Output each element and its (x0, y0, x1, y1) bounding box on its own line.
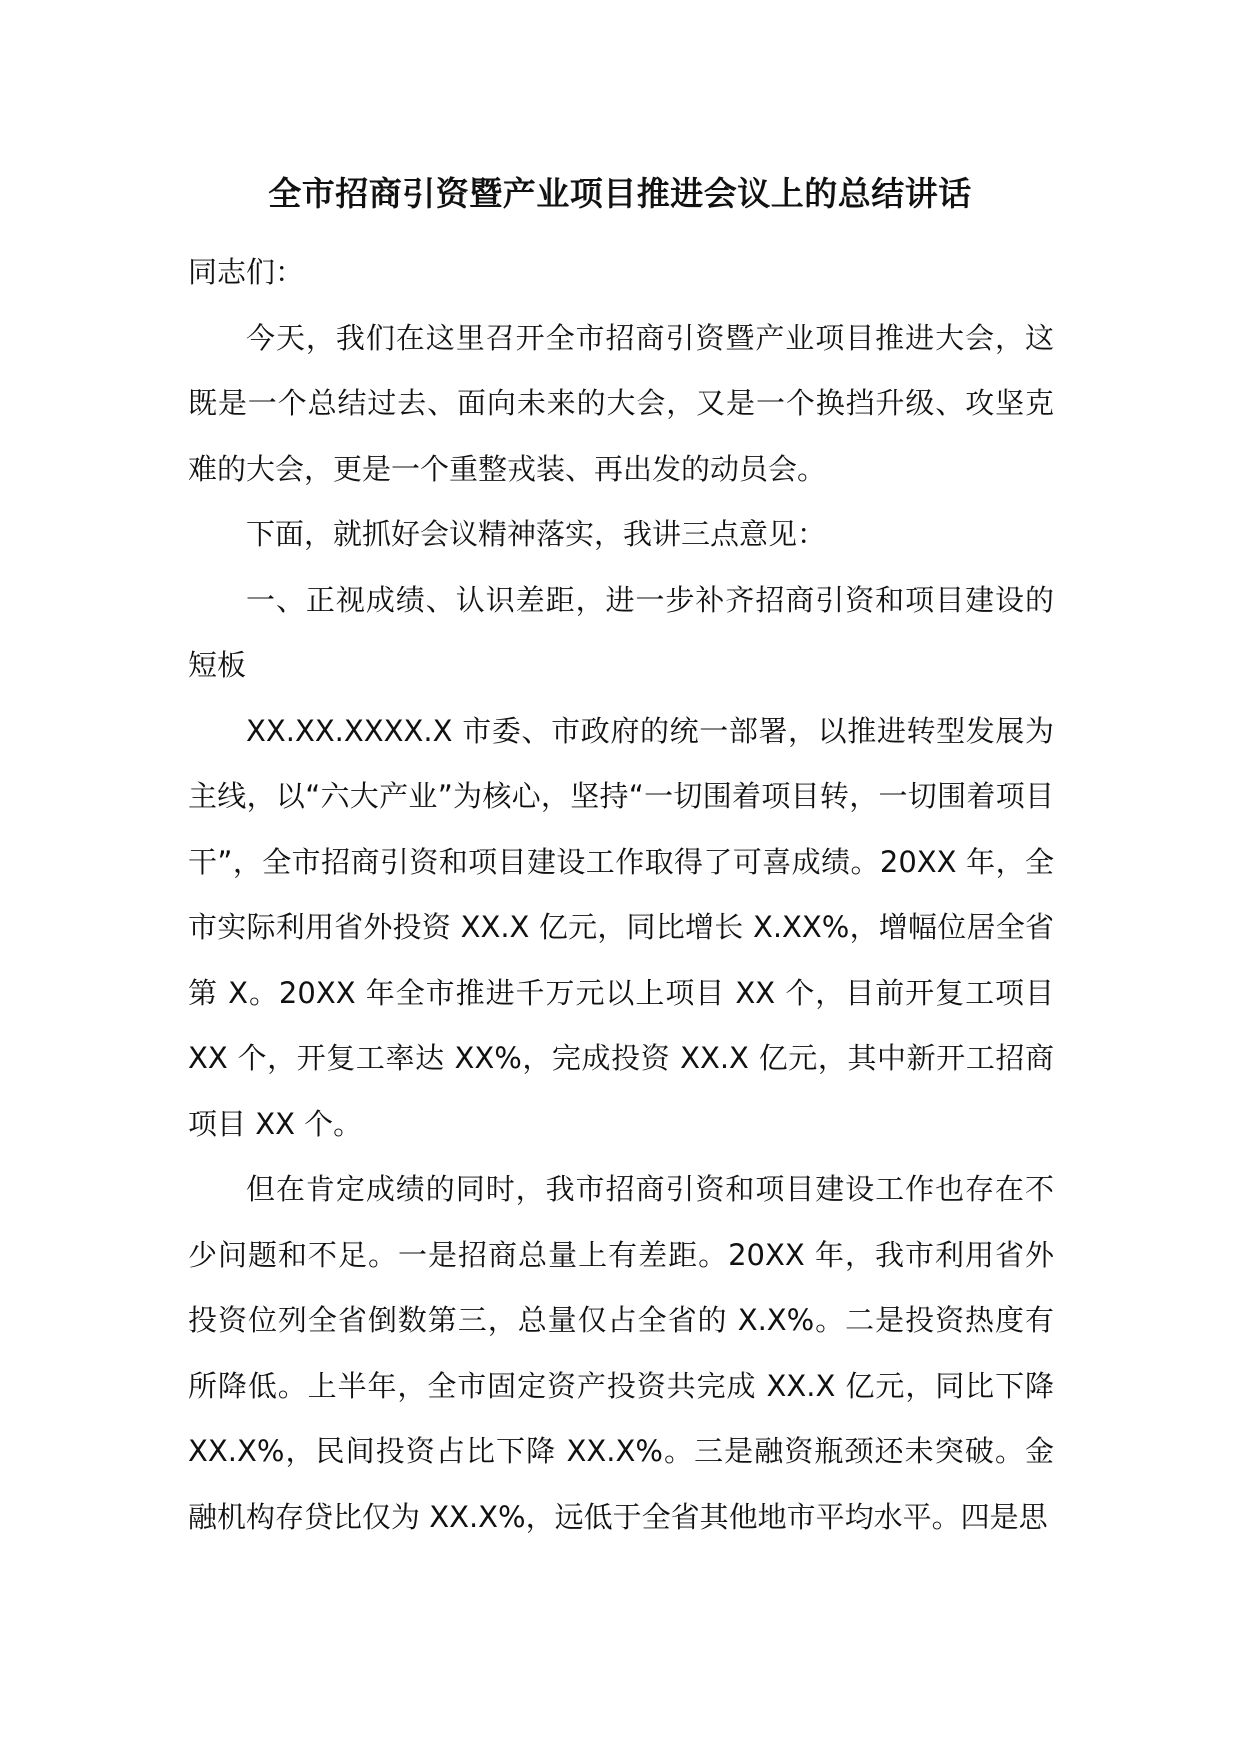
document-title: 全市招商引资暨产业项目推进会议上的总结讲话 (268, 174, 972, 213)
paragraph-intro-points: 下面，就抓好会议精神落实，我讲三点意见： (246, 517, 827, 551)
paragraph-achievements: XX.XX.XXXX.X 市委、市政府的统一部署，以推进转型发展为主线，以“六大产业”为核心，坚持“一切围着项目转，一切围着项目干”，全市招商引资和项目建设工作取得了可喜成绩。20XX 年，全市实际利用省外投资 XX.X 亿元，同比增长 X.XX%，增幅位居全省第 X。20XX 年全市推进千万元以上项目 XX 个，目前开复工项目 XX 个，开复工率达 XX%，完成投资 XX.X 亿元，其中新开工招商项目 XX 个。 (188, 713, 1054, 1141)
greeting-line: 同志们： (188, 255, 305, 289)
section-heading-1: 一、正视成绩、认识差距，进一步补齐招商引资和项目建设的短板 (188, 582, 1054, 682)
paragraph-opening: 今天，我们在这里召开全市招商引资暨产业项目推进大会，这既是一个总结过去、面向未来的大会，又是一个换挡升级、攻坚克难的大会，更是一个重整戎装、再出发的动员会。 (188, 320, 1054, 486)
document-body (188, 240, 1054, 1550)
paragraph-problems: 但在肯定成绩的同时，我市招商引资和项目建设工作也存在不少问题和不足。一是招商总量上有差距。20XX 年，我市利用省外投资位列全省倒数第三，总量仅占全省的 X.X%。二是投资热度有所降低。上半年，全市固定资产投资共完成 XX.X 亿元，同比下降 XX.X%，民间投资占比下降 XX.X%。三是融资瓶颈还未突破。金融机构存贷比仅为 XX.X%，远低于全省其他地市平均水平。四是思 (188, 1172, 1054, 1534)
